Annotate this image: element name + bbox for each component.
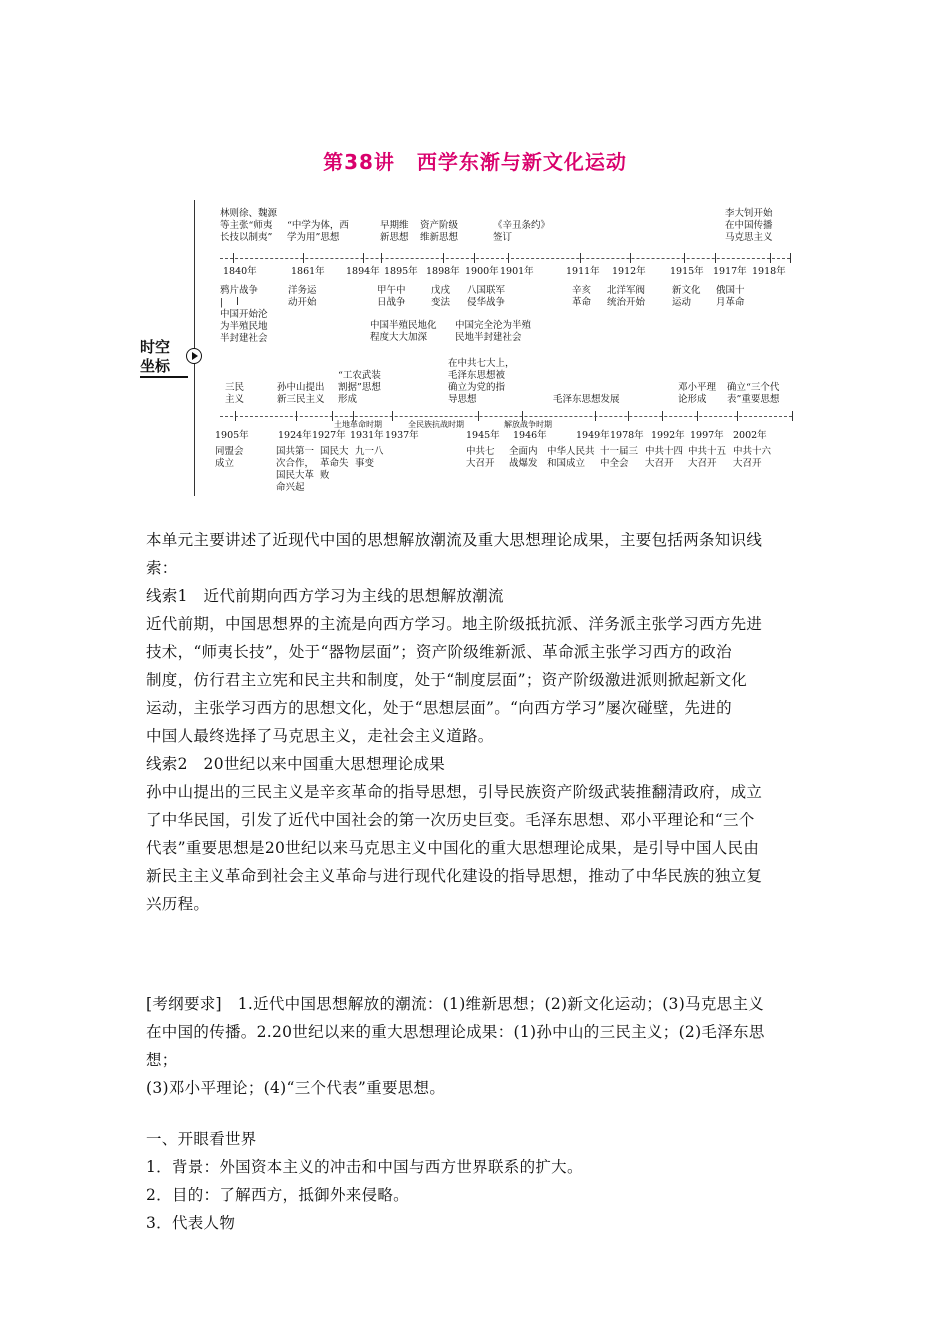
bottom-event-below: 九一八 <box>355 446 384 457</box>
intro-line: 新民主主义革命到社会主义革命与进行现代化建设的指导思想，推动了中华民族的独立复 <box>146 867 763 885</box>
bottom-event-above: 论形成 <box>678 394 707 405</box>
bottom-event-above: 形成 <box>338 394 358 405</box>
bottom-axis-tick <box>332 411 333 421</box>
top-axis-tick <box>363 253 364 263</box>
top-event-below: 甲午中 <box>377 285 406 296</box>
bottom-event-below: 命兴起 <box>276 482 305 493</box>
bottom-event-below: 同盟会 <box>215 446 244 457</box>
top-event-above: 在中国传播 <box>725 220 773 231</box>
top-axis-tick <box>630 253 631 263</box>
top-axis-tick <box>684 253 685 263</box>
top-event-below: 新文化 <box>672 285 701 296</box>
top-axis-tick <box>580 253 581 263</box>
top-year-label: 1861年 <box>291 266 325 277</box>
bottom-event-above: 三民 <box>225 382 245 393</box>
top-event-below: 辛亥 <box>572 285 592 296</box>
top-event-below: 侵华战争 <box>467 297 506 308</box>
bottom-axis-tick <box>662 411 663 421</box>
top-event-below: 中国半殖民地化 <box>370 320 437 331</box>
top-event-below: 北洋军阀 <box>607 285 646 296</box>
top-axis-tick <box>381 253 382 263</box>
top-axis-tick <box>770 253 771 263</box>
top-event-above: 《辛丑条约》 <box>493 220 551 231</box>
top-event-below: 中国开始沦 <box>220 309 268 320</box>
top-event-below: 日战争 <box>377 297 406 308</box>
bottom-event-above: 在中共七大上， <box>448 358 515 369</box>
intro-line: 线索1 近代前期向西方学习为主线的思想解放潮流 <box>146 587 504 605</box>
bottom-axis-tick <box>595 411 596 421</box>
page-title: 第38讲 西学东渐与新文化运动 <box>323 150 627 174</box>
bottom-event-below: 次合作， <box>276 458 315 469</box>
timeline-side-label: 时空 坐标 <box>140 338 188 378</box>
bottom-axis-line <box>220 416 792 417</box>
bottom-event-below: 大召开 <box>645 458 674 469</box>
intro-text <box>146 526 810 918</box>
section-one <box>146 1125 810 1237</box>
bottom-event-above: 毛泽东思想被 <box>448 370 506 381</box>
bottom-event-below: 事变 <box>355 458 375 469</box>
bottom-event-below: 中共十六 <box>733 446 772 457</box>
top-axis-tick <box>790 253 791 263</box>
top-year-label: 1918年 <box>752 266 786 277</box>
bottom-year-label: 1924年 <box>278 430 312 441</box>
bottom-event-below: 大召开 <box>466 458 495 469</box>
top-axis-tick <box>443 253 444 263</box>
top-event-above: 马克思主义 <box>725 232 773 243</box>
bottom-event-below: 中共十四 <box>645 446 684 457</box>
bottom-year-label: 1949年 <box>576 430 610 441</box>
bottom-event-above: 确立“三个代 <box>727 382 780 393</box>
top-event-above: 林则徐、魏源 <box>220 208 278 219</box>
bottom-axis-tick <box>296 411 297 421</box>
bottom-axis-tick <box>737 411 738 421</box>
sect-line: 2．目的：了解西方，抵御外来侵略。 <box>146 1186 409 1204</box>
bottom-event-below: 国民大 <box>320 446 349 457</box>
top-event-below: 革命 <box>572 297 592 308</box>
exam-requirements <box>146 990 810 1102</box>
top-event-above: 资产阶级 <box>420 220 459 231</box>
bottom-year-label: 2002年 <box>733 430 767 441</box>
top-event-below: 动开始 <box>288 297 317 308</box>
bottom-event-below: 全面内 <box>509 446 538 457</box>
bottom-event-above: 表”重要思想 <box>727 394 780 405</box>
top-event-below: 中国完全沦为半殖 <box>455 320 532 331</box>
bottom-event-above: 孙中山提出 <box>277 382 325 393</box>
bottom-year-label: 1997年 <box>690 430 724 441</box>
intro-line: 孙中山提出的三民主义是辛亥革命的指导思想，引导民族资产阶级武装推翻清政府，成立 <box>146 783 763 801</box>
intro-line: 近代前期，中国思想界的主流是向西方学习。地主阶级抵抗派、洋务派主张学习西方先进 <box>146 615 763 633</box>
bottom-year-label: 1945年 <box>466 430 500 441</box>
top-event-above: 学为用”思想 <box>287 232 340 243</box>
bottom-event-below: 败 <box>320 470 330 481</box>
bottom-year-label: 1978年 <box>610 430 644 441</box>
top-axis-tick <box>715 253 716 263</box>
reqs-line: [考纲要求] 1.近代中国思想解放的潮流：(1)维新思想；(2)新文化运动；(3)马克思主义 <box>146 995 765 1013</box>
period-label: 解放战争时期 <box>504 420 552 429</box>
top-event-below: 运动 <box>672 297 692 308</box>
bottom-event-above: 确立为党的指 <box>448 382 506 393</box>
top-axis-tick <box>474 253 475 263</box>
bottom-event-above: 主义 <box>225 394 245 405</box>
bottom-event-below: 大召开 <box>733 458 762 469</box>
top-event-below: 半封建社会 <box>220 333 268 344</box>
bottom-event-below: 中共七 <box>466 446 495 457</box>
intro-line: 兴历程。 <box>146 895 210 913</box>
bottom-axis-tick <box>235 411 236 421</box>
bottom-event-above: 导思想 <box>448 394 477 405</box>
bottom-event-above: 割据”思想 <box>338 382 381 393</box>
top-year-label: 1912年 <box>612 266 646 277</box>
intro-line: 索： <box>146 559 178 577</box>
bottom-event-below: 成立 <box>215 458 235 469</box>
top-event-below: 统治开始 <box>607 297 646 308</box>
period-label: 全民族抗战时期 <box>408 420 464 429</box>
top-event-below: 洋务运 <box>288 285 317 296</box>
intro-line: 技术，“师夷长技”，处于“器物层面”；资产阶级维新派、革命派主张学习西方的政治 <box>146 643 732 661</box>
bottom-event-above: 新三民主义 <box>277 394 325 405</box>
intro-line: 制度，仿行君主立宪和民主共和制度，处于“制度层面”；资产阶级激进派则掀起新文化 <box>146 671 748 689</box>
top-year-label: 1895年 <box>384 266 418 277</box>
top-event-above: 早期维 <box>380 220 409 231</box>
intro-line: 中国人最终选择了马克思主义，走社会主义道路。 <box>146 727 494 745</box>
reqs-line: (3)邓小平理论；(4)“三个代表”重要思想。 <box>146 1079 446 1097</box>
top-event-below: 俄国十 <box>716 285 745 296</box>
top-event-below: 民地半封建社会 <box>455 332 522 343</box>
bottom-event-below: 国民大革 <box>276 470 315 481</box>
sect-line: 1．背景：外国资本主义的冲击和中国与西方世界联系的扩大。 <box>146 1158 583 1176</box>
top-event-below: 为半殖民地 <box>220 321 268 332</box>
top-event-below: 八国联军 <box>467 285 506 296</box>
top-event-below: 月革命 <box>716 297 745 308</box>
connector-line <box>237 297 238 305</box>
bottom-event-above: 毛泽东思想发展 <box>553 394 620 405</box>
top-year-label: 1901年 <box>500 266 534 277</box>
intro-line: 线索2 20世纪以来中国重大思想理论成果 <box>146 755 446 773</box>
bottom-event-below: 中全会 <box>600 458 629 469</box>
bottom-year-label: 1931年 <box>350 430 384 441</box>
sect-line: 一、开眼看世界 <box>146 1130 257 1148</box>
bottom-year-label: 1992年 <box>651 430 685 441</box>
top-event-above: 维新思想 <box>420 232 459 243</box>
bottom-year-label: 1946年 <box>513 430 547 441</box>
bottom-year-label: 1905年 <box>215 430 249 441</box>
bottom-event-above: 邓小平理 <box>678 382 717 393</box>
top-axis-tick <box>508 253 509 263</box>
play-icon <box>186 348 202 364</box>
top-event-below: 戊戌 <box>431 285 451 296</box>
bottom-axis-tick <box>628 411 629 421</box>
sect-line: 3．代表人物 <box>146 1214 236 1232</box>
top-year-label: 1894年 <box>346 266 380 277</box>
top-axis-tick <box>303 253 304 263</box>
top-year-label: 1915年 <box>670 266 704 277</box>
top-event-above: 新思想 <box>380 232 409 243</box>
bottom-event-below: 十一届三 <box>600 446 639 457</box>
top-event-above: 长技以制夷” <box>220 232 273 243</box>
bottom-axis-tick <box>392 411 393 421</box>
reqs-line: 想； <box>146 1051 178 1069</box>
top-year-label: 1911年 <box>566 266 600 277</box>
top-axis-line <box>220 258 790 259</box>
bottom-event-below: 和国成立 <box>547 458 586 469</box>
bottom-event-below: 国共第一 <box>276 446 315 457</box>
top-event-above: “中学为体，西 <box>287 220 349 231</box>
bottom-axis-tick <box>792 411 793 421</box>
bottom-event-below: 中华人民共 <box>547 446 595 457</box>
intro-line: 了中华民国，引发了近代中国社会的第一次历史巨变。毛泽东思想、邓小平理论和“三个 <box>146 811 755 829</box>
bottom-year-label: 1937年 <box>385 430 419 441</box>
intro-line: 代表”重要思想是20世纪以来马克思主义中国化的重大思想理论成果，是引导中国人民由 <box>146 839 760 857</box>
reqs-line: 在中国的传播。2.20世纪以来的重大思想理论成果：(1)孙中山的三民主义；(2)毛泽东思 <box>146 1023 765 1041</box>
top-year-label: 1900年 <box>465 266 499 277</box>
bottom-axis-tick <box>697 411 698 421</box>
top-event-above: 等主张“师夷 <box>220 220 273 231</box>
bottom-event-below: 战爆发 <box>509 458 538 469</box>
top-event-above: 签订 <box>493 232 513 243</box>
bottom-event-below: 大召开 <box>688 458 717 469</box>
top-year-label: 1840年 <box>223 266 257 277</box>
top-event-below: 鸦片战争 <box>220 285 259 296</box>
top-event-above: 李大钊开始 <box>725 208 773 219</box>
intro-line: 运动，主张学习西方的思想文化，处于“思想层面”。“向西方学习”屡次碰壁，先进的 <box>146 699 732 717</box>
top-event-below: 程度大大加深 <box>370 332 428 343</box>
intro-line: 本单元主要讲述了近现代中国的思想解放潮流及重大思想理论成果，主要包括两条知识线 <box>146 531 763 549</box>
bottom-event-below: 革命失 <box>320 458 349 469</box>
top-year-label: 1917年 <box>713 266 747 277</box>
top-event-below: 变法 <box>431 297 451 308</box>
top-year-label: 1898年 <box>426 266 460 277</box>
bottom-year-label: 1927年 <box>312 430 346 441</box>
period-label: 土地革命时期 <box>334 420 382 429</box>
top-axis-tick <box>233 253 234 263</box>
bottom-axis-tick <box>478 411 479 421</box>
bottom-event-below: 中共十五 <box>688 446 727 457</box>
bottom-event-above: “工农武装 <box>338 370 381 381</box>
top-event-below: | <box>220 297 224 308</box>
